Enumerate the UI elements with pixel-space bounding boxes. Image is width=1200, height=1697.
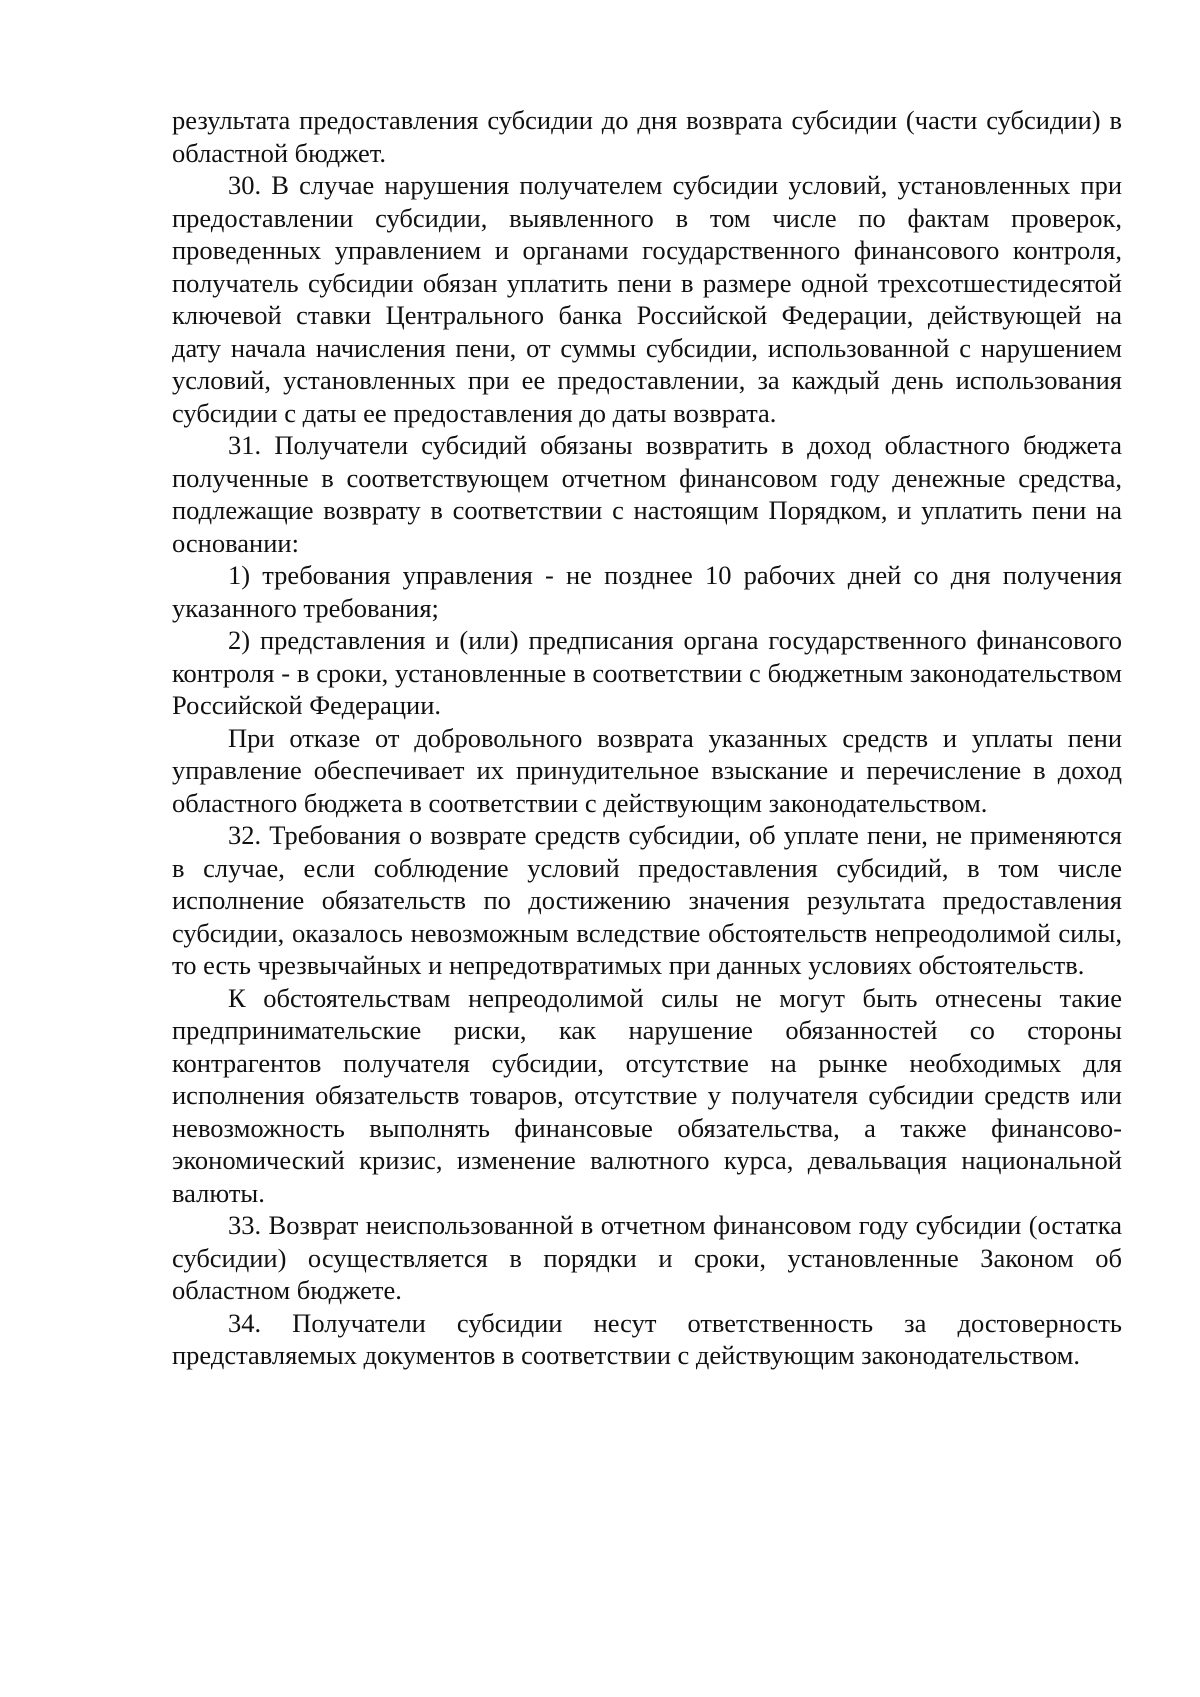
paragraph-force-majeure: К обстоятельствам непреодолимой силы не могут быть отнесены такие предпринимательские риски, как нарушение обязанностей со стороны контрагентов получателя субсидии, отсутствие на рынке необходимых для исполнения обязательств товаров, отсутствие у получателя субсидии средств или невозможность выполнять финансовые обязательства, а также финансово-экономический кризис, изменение валютного курса, девальвация национальной валюты.: [172, 982, 1122, 1208]
paragraph-33: 33. Возврат неиспользованной в отчетном финансовом году субсидии (остатка субсидии) осуществляется в порядки и сроки, установленные Законом об областном бюджете.: [172, 1210, 1122, 1305]
paragraph-refusal: При отказе от добровольного возврата указанных средств и уплаты пени управление обеспечивает их принудительное взыскание и перечисление в доход областного бюджета в соответствии с действующим законодательством.: [172, 722, 1122, 818]
paragraph-continuation: результата предоставления субсидии до дня возврата субсидии (части субсидии) в областной бюджет.: [172, 105, 1122, 168]
document-page: [172, 104, 1122, 1372]
paragraph-34: 34. Получатели субсидии несут ответственность за достоверность представляемых документов в соответствии с действующим законодательством.: [172, 1307, 1122, 1370]
paragraph-30: 30. В случае нарушения получателем субсидии условий, установленных при предоставлении субсидии, выявленного в том числе по фактам проверок, проведенных управлением и органами государственного финансового контроля, получатель субсидии обязан уплатить пени в размере одной трехсотшестидесятой ключевой ставки Центрального банка Российской Федерации, действующей на дату начала начисления пени, от суммы субсидии, использованной с нарушением условий, установленных при ее предоставлении, за каждый день использования субсидии с даты ее предоставления до даты возврата.: [172, 170, 1122, 428]
paragraph-32: 32. Требования о возврате средств субсидии, об уплате пени, не применяются в случае, если соблюдение условий предоставления субсидий, в том числе исполнение обязательств по достижению значения результата предоставления субсидии, оказалось невозможным вследствие обстоятельств непреодолимой силы, то есть чрезвычайных и непредотвратимых при данных условиях обстоятельств.: [172, 820, 1122, 980]
paragraph-31-item-2: 2) представления и (или) предписания органа государственного финансового контроля - в сроки, установленные в соответствии с бюджетным законодательством Российской Федерации.: [172, 625, 1122, 720]
paragraph-31-item-1: 1) требования управления - не позднее 10 рабочих дней со дня получения указанного требования;: [172, 560, 1122, 623]
paragraph-31: 31. Получатели субсидий обязаны возвратить в доход областного бюджета полученные в соответствующем отчетном финансовом году денежные средства, подлежащие возврату в соответствии с настоящим Порядком, и уплатить пени на основании:: [172, 430, 1122, 558]
